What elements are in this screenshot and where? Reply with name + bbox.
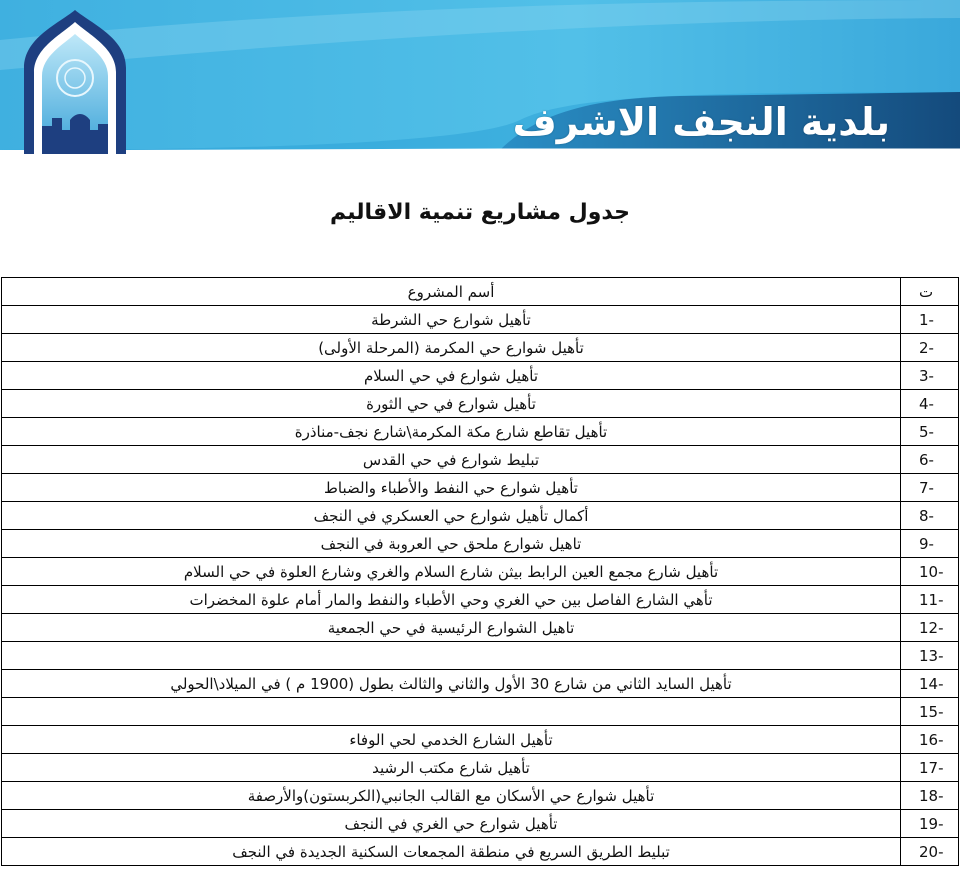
table-row <box>2 502 959 530</box>
header-project-name: أسم المشروع <box>2 278 901 306</box>
project-name: تبليط شوارع في حي القدس <box>2 446 901 474</box>
row-number: 19- <box>901 810 959 838</box>
project-name: تاهيل الشوارع الرئيسية في حي الجمعية <box>2 614 901 642</box>
table-row <box>2 726 959 754</box>
project-name: تبليط الطريق السريع في منطقة المجمعات السكنية الجديدة في النجف <box>2 838 901 866</box>
project-name: تأهيل شوارع حي النفط والأطباء والضباط <box>2 474 901 502</box>
table-row <box>2 390 959 418</box>
row-number: 6- <box>901 446 959 474</box>
row-number: 10- <box>901 558 959 586</box>
row-number: 17- <box>901 754 959 782</box>
project-name: تأهيل تقاطع شارع مكة المكرمة\شارع نجف-مناذرة <box>2 418 901 446</box>
banner-title: بلدية النجف الاشرف <box>512 100 890 144</box>
row-number: 11- <box>901 586 959 614</box>
table-row <box>2 642 959 670</box>
project-name: تأهيل السايد الثاني من شارع 30 الأول والثاني والثالث بطول (1900 م ) في الميلاد\الحولي <box>2 670 901 698</box>
row-number: 7- <box>901 474 959 502</box>
project-name <box>2 642 901 670</box>
row-number: 5- <box>901 418 959 446</box>
document-title: جدول مشاريع تنمية الاقاليم <box>330 200 630 225</box>
project-name: تأهيل شوارع حي الغري في النجف <box>2 810 901 838</box>
project-name: تأهي الشارع الفاصل بين حي الغري وحي الأطباء والنفط والمار أمام علوة المخضرات <box>2 586 901 614</box>
table-row <box>2 362 959 390</box>
table-row <box>2 586 959 614</box>
row-number: 13- <box>901 642 959 670</box>
table-row <box>2 614 959 642</box>
projects-table <box>1 277 959 866</box>
header-number: ت <box>901 278 959 306</box>
table-row <box>2 838 959 866</box>
table-row <box>2 530 959 558</box>
row-number: 4- <box>901 390 959 418</box>
row-number: 8- <box>901 502 959 530</box>
project-name: تأهيل شوارع حي الشرطة <box>2 306 901 334</box>
table-row <box>2 670 959 698</box>
row-number: 9- <box>901 530 959 558</box>
row-number: 16- <box>901 726 959 754</box>
table-row <box>2 810 959 838</box>
project-name: تاهيل شوارع ملحق حي العروبة في النجف <box>2 530 901 558</box>
project-name: تأهيل شوارع في حي الثورة <box>2 390 901 418</box>
project-name: أكمال تأهيل شوارع حي العسكري في النجف <box>2 502 901 530</box>
banner-background <box>0 0 960 172</box>
row-number: 3- <box>901 362 959 390</box>
table-row <box>2 306 959 334</box>
project-name: تأهيل شارع مجمع العين الرابط بيثن شارع السلام والغري وشارع العلوة في حي السلام <box>2 558 901 586</box>
row-number: 15- <box>901 698 959 726</box>
table-row <box>2 754 959 782</box>
table-row <box>2 782 959 810</box>
project-name: تأهيل شارع مكتب الرشيد <box>2 754 901 782</box>
row-number: 12- <box>901 614 959 642</box>
project-name: تأهيل شوارع حي المكرمة (المرحلة الأولى) <box>2 334 901 362</box>
header-banner <box>0 0 960 172</box>
project-name <box>2 698 901 726</box>
row-number: 20- <box>901 838 959 866</box>
table-header-row <box>2 278 959 306</box>
table-row <box>2 698 959 726</box>
row-number: 2- <box>901 334 959 362</box>
table-row <box>2 418 959 446</box>
row-number: 18- <box>901 782 959 810</box>
table-row <box>2 446 959 474</box>
najaf-municipality-dome-logo-icon <box>18 8 132 154</box>
table-body <box>2 306 959 866</box>
project-name: تأهيل شوارع حي الأسكان مع القالب الجانبي(الكربستون)والأرصفة <box>2 782 901 810</box>
row-number: 1- <box>901 306 959 334</box>
table-row <box>2 474 959 502</box>
row-number: 14- <box>901 670 959 698</box>
project-name: تأهيل شوارع في حي السلام <box>2 362 901 390</box>
table-row <box>2 558 959 586</box>
table-row <box>2 334 959 362</box>
project-name: تأهيل الشارع الخدمي لحي الوفاء <box>2 726 901 754</box>
